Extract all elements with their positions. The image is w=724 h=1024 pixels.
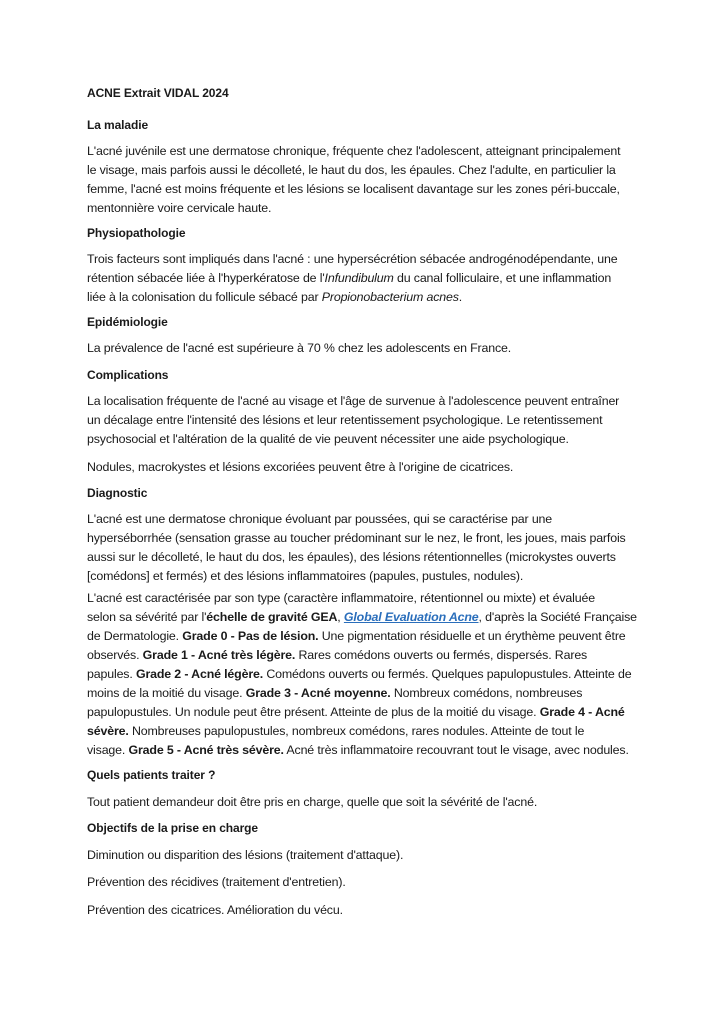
paragraph-line: psychosocial et l'altération de la qualité de vie peuvent nécessiter une aide psychologique.	[87, 432, 569, 446]
grade-4-label-cont: sévère.	[87, 724, 129, 738]
paragraph-line	[87, 705, 625, 720]
objective-item: Prévention des récidives (traitement d'entretien).	[87, 875, 346, 889]
paragraph-line: hyperséborrhée (sensation grasse au toucher prédominant sur le nez, le front, les joues, mais parfois	[87, 531, 626, 545]
grade-2-label: Grade 2 - Acné légère.	[135, 667, 264, 681]
heading-quels-patients: Quels patients traiter ?	[87, 768, 216, 782]
paragraph-line: La localisation fréquente de l'acné au visage et l'âge de survenue à l'adolescence peuvent entraîner	[87, 394, 620, 408]
heading-epidemiologie: Epidémiologie	[87, 315, 168, 329]
heading-complications: Complications	[87, 368, 169, 382]
text: du canal folliculaire, et une inflammation	[393, 271, 612, 285]
text: observés.	[87, 648, 143, 662]
text: Nombreux comédons, nombreuses	[390, 686, 583, 700]
text: , d'après la Société Française	[478, 610, 637, 624]
text: ,	[337, 610, 344, 624]
text: selon sa sévérité par l'	[87, 610, 207, 624]
paragraph-line	[87, 648, 587, 663]
paragraph-line: Tout patient demandeur doit être pris en charge, quelle que soit la sévérité de l'acné.	[87, 795, 538, 809]
grade-5-label: Grade 5 - Acné très sévère.	[128, 743, 284, 757]
heading-diagnostic: Diagnostic	[87, 486, 148, 500]
paragraph-line: La prévalence de l'acné est supérieure à 70 % chez les adolescents en France.	[87, 341, 512, 355]
grade-4-label: Grade 4 - Acné	[539, 705, 625, 719]
heading-la-maladie: La maladie	[87, 118, 149, 132]
paragraph-line: un décalage entre l'intensité des lésions et leur retentissement psychologique. Le retentissement	[87, 413, 603, 427]
paragraph-line: femme, l'acné est moins fréquente et les lésions se localisent davantage sur les zones péri-buccale,	[87, 182, 620, 196]
bold-term: échelle de gravité GEA	[206, 610, 338, 624]
paragraph-line	[87, 271, 611, 286]
text: Nombreuses papulopustules, nombreux comédons, rares nodules. Atteinte de tout le	[128, 724, 585, 738]
text: visage.	[87, 743, 129, 757]
paragraph-line	[87, 610, 637, 625]
paragraph-line: aussi sur le décolleté, le haut du dos, les épaules), des lésions rétentionnelles (microkystes ouverts	[87, 550, 616, 564]
objective-item: Prévention des cicatrices. Amélioration du vécu.	[87, 903, 343, 917]
paragraph-line	[87, 667, 631, 682]
text: Comédons ouverts ou fermés. Quelques papulopustules. Atteinte de	[263, 667, 632, 681]
text: rétention sébacée liée à l'hyperkératose de l'	[87, 271, 325, 285]
paragraph-line	[87, 724, 584, 739]
paragraph-line: L'acné est caractérisée par son type (caractère inflammatoire, rétentionnel ou mixte) et évaluée	[87, 591, 595, 605]
text: .	[458, 290, 463, 304]
paragraph-line	[87, 686, 582, 701]
document-title: ACNE Extrait VIDAL 2024	[87, 86, 229, 100]
text: papulopustules. Un nodule peut être présent. Atteinte de plus de la moitié du visage.	[87, 705, 540, 719]
paragraph-line: L'acné juvénile est une dermatose chronique, fréquente chez l'adolescent, atteignant principalement	[87, 144, 621, 158]
text: de Dermatologie.	[87, 629, 183, 643]
objective-item: Diminution ou disparition des lésions (traitement d'attaque).	[87, 848, 404, 862]
paragraph-line: [comédons] et fermés) et des lésions inflammatoires (papules, pustules, nodules).	[87, 569, 524, 583]
heading-physiopathologie: Physiopathologie	[87, 226, 186, 240]
paragraph-line: mentonnière voire cervicale haute.	[87, 201, 272, 215]
grade-3-label: Grade 3 - Acné moyenne.	[245, 686, 391, 700]
paragraph-line: Trois facteurs sont impliqués dans l'acné : une hypersécrétion sébacée androgénodépendante, une	[87, 252, 618, 266]
text: moins de la moitié du visage.	[87, 686, 246, 700]
text: papules.	[87, 667, 136, 681]
heading-objectifs: Objectifs de la prise en charge	[87, 821, 258, 835]
paragraph-line	[87, 629, 626, 644]
italic-term: Propionobacterium acnes	[321, 290, 459, 304]
grade-0-label: Grade 0 - Pas de lésion.	[182, 629, 319, 643]
paragraph-line	[87, 743, 629, 758]
text: Une pigmentation résiduelle et un érythème peuvent être	[318, 629, 626, 643]
paragraph-line: Nodules, macrokystes et lésions excoriées peuvent être à l'origine de cicatrices.	[87, 460, 514, 474]
paragraph-line: L'acné est une dermatose chronique évoluant par poussées, qui se caractérise par une	[87, 512, 553, 526]
text: Acné très inflammatoire recouvrant tout le visage, avec nodules.	[283, 743, 629, 757]
grade-1-label: Grade 1 - Acné très légère.	[142, 648, 296, 662]
text: Rares comédons ouverts ou fermés, dispersés. Rares	[295, 648, 588, 662]
paragraph-line: le visage, mais parfois aussi le décolleté, le haut du dos, les épaules. Chez l'adulte, en particulier la	[87, 163, 616, 177]
global-evaluation-acne-link[interactable]: Global Evaluation Acne	[343, 610, 479, 624]
italic-term: Infundibulum	[324, 271, 394, 285]
paragraph-line	[87, 290, 462, 305]
text: liée à la colonisation du follicule sébacé par	[87, 290, 322, 304]
